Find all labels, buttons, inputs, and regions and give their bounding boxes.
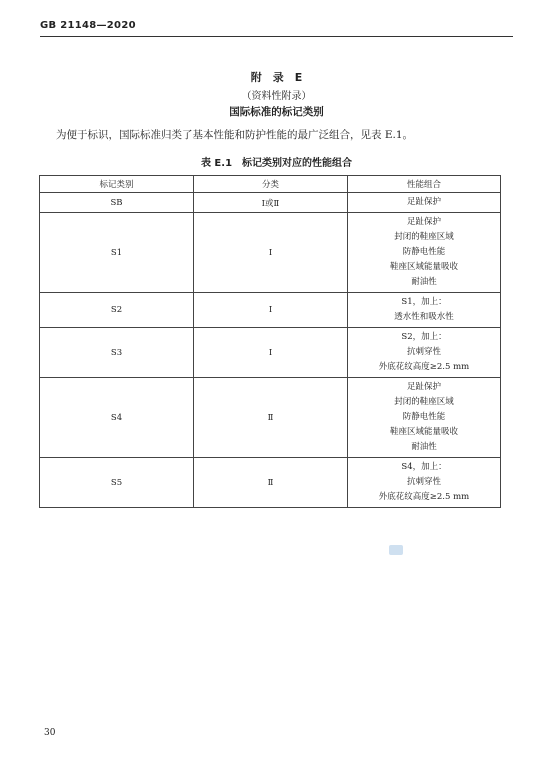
table-row xyxy=(40,293,501,328)
marking-category-table xyxy=(39,175,501,508)
performance-line: 抗刺穿性 xyxy=(406,477,441,487)
performance-line: 足趾保护 xyxy=(406,382,441,392)
intro-paragraph: 为便于标识，国际标准归类了基本性能和防护性能的最广泛组合，见表 E.1。 xyxy=(56,129,414,141)
performance-line: 外底花纹高度≥2.5 mm xyxy=(378,362,470,372)
header-cell-class: 分类 xyxy=(194,176,348,193)
cell-performance xyxy=(348,193,501,213)
performance-line: 足趾保护 xyxy=(406,197,441,207)
cell-performance xyxy=(348,213,501,293)
table-row xyxy=(40,193,501,213)
performance-line: S4，加上： xyxy=(401,462,447,472)
table-row xyxy=(40,328,501,378)
cell-category: S3 xyxy=(40,328,194,378)
performance-line: 封闭的鞋座区域 xyxy=(394,232,454,242)
cell-category: S1 xyxy=(40,213,194,293)
cell-category: S2 xyxy=(40,293,194,328)
annex-nature: （资料性附录） xyxy=(241,91,312,102)
cell-class: Ⅰ xyxy=(194,328,348,378)
performance-line: 外底花纹高度≥2.5 mm xyxy=(378,492,470,502)
cell-category: S4 xyxy=(40,378,194,458)
cell-class: Ⅱ xyxy=(194,458,348,508)
page-number: 30 xyxy=(44,728,56,738)
cell-class: Ⅰ或Ⅱ xyxy=(194,193,348,213)
annex-title: 附 录 E xyxy=(250,71,303,84)
cell-performance xyxy=(348,458,501,508)
table-header-row xyxy=(40,176,501,193)
performance-line: S1，加上： xyxy=(401,297,447,307)
cell-class: Ⅰ xyxy=(194,293,348,328)
cell-class: Ⅱ xyxy=(194,378,348,458)
performance-line: 封闭的鞋座区域 xyxy=(394,397,454,407)
cell-performance xyxy=(348,378,501,458)
cell-performance xyxy=(348,293,501,328)
header-cell-category: 标记类别 xyxy=(40,176,194,193)
performance-line: 足趾保护 xyxy=(406,217,441,227)
performance-line: 鞋座区域能量吸收 xyxy=(389,262,458,272)
annex-heading: 国际标准的标记类别 xyxy=(229,106,324,118)
cell-category: S5 xyxy=(40,458,194,508)
performance-line: 耐油性 xyxy=(411,442,437,452)
performance-line: 透水性和吸水性 xyxy=(394,312,454,322)
watermark-logo xyxy=(389,545,403,555)
performance-line: 防静电性能 xyxy=(402,247,446,257)
header-cell-performance: 性能组合 xyxy=(348,176,501,193)
performance-line: 防静电性能 xyxy=(402,412,446,422)
cell-performance xyxy=(348,328,501,378)
performance-line: 鞋座区域能量吸收 xyxy=(389,427,458,437)
table-caption: 表 E.1 标记类别对应的性能组合 xyxy=(200,158,353,169)
header-rule xyxy=(40,36,513,37)
cell-class: Ⅰ xyxy=(194,213,348,293)
standard-code: GB 21148—2020 xyxy=(40,20,136,31)
performance-line: 耐油性 xyxy=(411,277,437,287)
table-row xyxy=(40,213,501,293)
performance-line: 抗刺穿性 xyxy=(406,347,441,357)
cell-category: SB xyxy=(40,193,194,213)
table-row xyxy=(40,458,501,508)
performance-line: S2，加上： xyxy=(401,332,447,342)
table-body xyxy=(40,193,501,508)
table-row xyxy=(40,378,501,458)
